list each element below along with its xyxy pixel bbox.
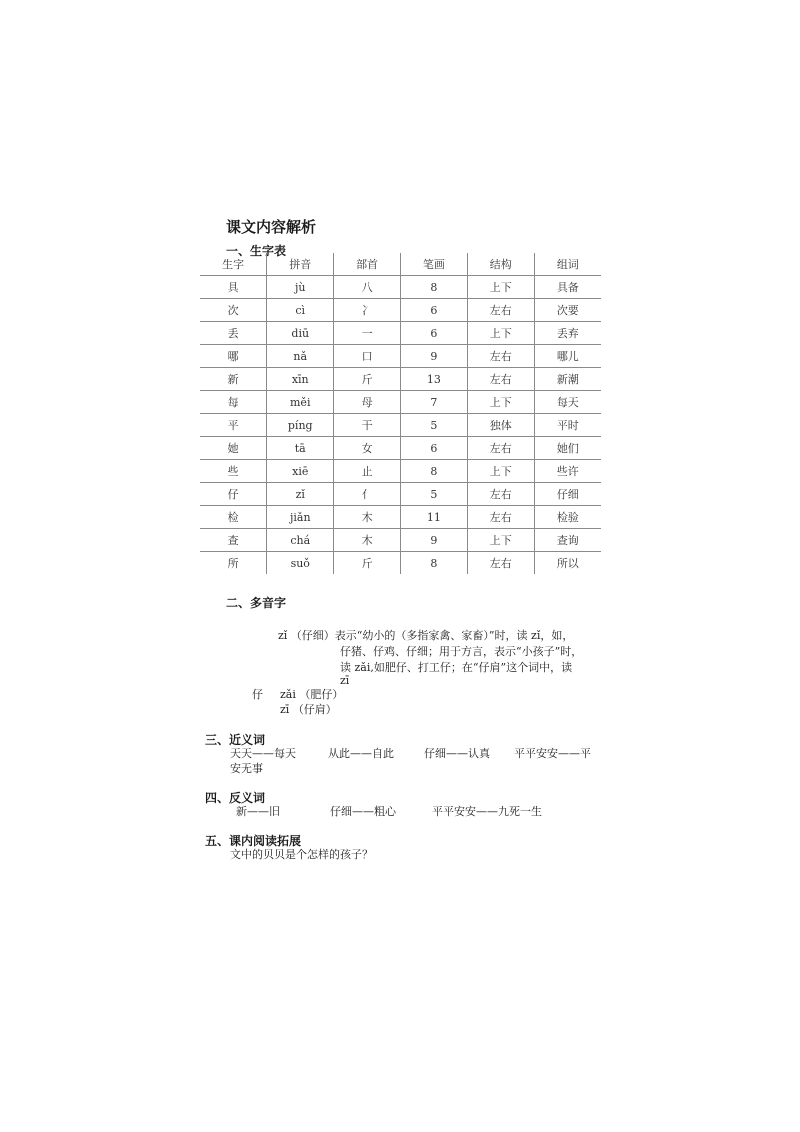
table-row: [200, 368, 601, 391]
section-heading-synonyms: 三、近义词: [205, 733, 266, 747]
table-cell: 八: [334, 276, 401, 299]
column-header: 拼音: [267, 253, 334, 276]
table-cell: 7: [400, 391, 467, 414]
polyphonic-explanation-line: zǐ （仔细）表示“幼小的（多指家禽、家畜）”时，读 zǐ，如，: [278, 629, 574, 642]
table-cell: nǎ: [267, 345, 334, 368]
table-cell: 丢弃: [534, 322, 601, 345]
table-cell: 左右: [467, 345, 534, 368]
table-cell: cì: [267, 299, 334, 322]
table-cell: jiǎn: [267, 506, 334, 529]
table-cell: 左右: [467, 437, 534, 460]
table-row: [200, 506, 601, 529]
table-cell: 木: [334, 506, 401, 529]
table-cell: 女: [334, 437, 401, 460]
table-cell: 母: [334, 391, 401, 414]
table-header-row: [200, 253, 601, 276]
column-header: 部首: [334, 253, 401, 276]
table-cell: 斤: [334, 368, 401, 391]
table-cell: xiē: [267, 460, 334, 483]
table-row: [200, 414, 601, 437]
table-cell: 检验: [534, 506, 601, 529]
table-cell: 新: [200, 368, 267, 391]
page-title: 课文内容解析: [226, 218, 317, 236]
section-heading-polyphonic: 二、多音字: [226, 596, 287, 610]
table-cell: 木: [334, 529, 401, 552]
antonym-pair: 新——旧: [236, 805, 280, 818]
polyphonic-reading: zǎi （肥仔）: [280, 688, 344, 701]
table-cell: 亻: [334, 483, 401, 506]
synonym-pair: 天天——每天: [230, 747, 296, 760]
table-cell: 平时: [534, 414, 601, 437]
table-cell: 9: [400, 345, 467, 368]
table-cell: 检: [200, 506, 267, 529]
table-cell: 6: [400, 299, 467, 322]
synonym-pair-wrap: 安无事: [230, 762, 263, 775]
table-cell: 上下: [467, 322, 534, 345]
table-cell: měi: [267, 391, 334, 414]
table-cell: 上下: [467, 529, 534, 552]
table-cell: 上下: [467, 391, 534, 414]
table-cell: 她: [200, 437, 267, 460]
table-cell: 左右: [467, 299, 534, 322]
section-heading-reading-extension: 五、课内阅读拓展: [205, 834, 302, 848]
table-cell: xīn: [267, 368, 334, 391]
table-cell: 左右: [467, 552, 534, 575]
table-cell: 哪: [200, 345, 267, 368]
table-row: [200, 322, 601, 345]
table-row: [200, 391, 601, 414]
table-cell: 平: [200, 414, 267, 437]
synonym-pair: 从此——自此: [328, 747, 394, 760]
table-cell: jù: [267, 276, 334, 299]
polyphonic-explanation-line: zī: [340, 674, 350, 687]
table-cell: 上下: [467, 460, 534, 483]
polyphonic-explanation-line: 读 zǎi,如肥仔、打工仔；在“仔肩”这个词中，读: [340, 661, 573, 674]
table-cell: 所: [200, 552, 267, 575]
table-cell: 次: [200, 299, 267, 322]
table-row: [200, 437, 601, 460]
table-cell: 一: [334, 322, 401, 345]
table-cell: 6: [400, 437, 467, 460]
table-cell: 左右: [467, 483, 534, 506]
table-cell: 丢: [200, 322, 267, 345]
table-row: [200, 483, 601, 506]
table-cell: 11: [400, 506, 467, 529]
table-cell: 次要: [534, 299, 601, 322]
table-cell: 每天: [534, 391, 601, 414]
table-cell: 哪儿: [534, 345, 601, 368]
table-cell: 些: [200, 460, 267, 483]
table-cell: 口: [334, 345, 401, 368]
table-cell: 些许: [534, 460, 601, 483]
table-cell: 具: [200, 276, 267, 299]
table-cell: 仔: [200, 483, 267, 506]
table-cell: 独体: [467, 414, 534, 437]
synonym-pair: 仔细——认真: [424, 747, 490, 760]
table-cell: 8: [400, 552, 467, 575]
table-cell: 具备: [534, 276, 601, 299]
column-header: 生字: [200, 253, 267, 276]
polyphonic-character: 仔: [252, 688, 263, 701]
table-cell: 上下: [467, 276, 534, 299]
table-cell: 新潮: [534, 368, 601, 391]
table-cell: píng: [267, 414, 334, 437]
column-header: 笔画: [400, 253, 467, 276]
table-row: [200, 460, 601, 483]
vocab-table: [200, 253, 601, 574]
table-cell: 她们: [534, 437, 601, 460]
table-row: [200, 529, 601, 552]
table-cell: suǒ: [267, 552, 334, 575]
table-cell: chá: [267, 529, 334, 552]
table-cell: 5: [400, 483, 467, 506]
synonym-pair: 平平安安——平: [514, 747, 591, 760]
table-cell: zǐ: [267, 483, 334, 506]
table-cell: 5: [400, 414, 467, 437]
table-cell: 查询: [534, 529, 601, 552]
table-cell: 8: [400, 460, 467, 483]
table-cell: 8: [400, 276, 467, 299]
table-row: [200, 276, 601, 299]
column-header: 结构: [467, 253, 534, 276]
table-row: [200, 299, 601, 322]
section-heading-antonyms: 四、反义词: [205, 791, 266, 805]
section-heading-vocab-table: 一、生字表: [226, 244, 287, 258]
polyphonic-reading: zī （仔肩）: [280, 703, 337, 716]
antonym-pair: 平平安安——九死一生: [432, 805, 542, 818]
table-cell: 干: [334, 414, 401, 437]
table-cell: 6: [400, 322, 467, 345]
table-cell: 止: [334, 460, 401, 483]
table-cell: 左右: [467, 368, 534, 391]
table-cell: 斤: [334, 552, 401, 575]
table-cell: 所以: [534, 552, 601, 575]
table-cell: 9: [400, 529, 467, 552]
table-cell: 13: [400, 368, 467, 391]
antonym-pair: 仔细——粗心: [330, 805, 396, 818]
table-cell: 查: [200, 529, 267, 552]
table-cell: 仔细: [534, 483, 601, 506]
reading-question: 文中的贝贝是个怎样的孩子？: [230, 848, 373, 861]
table-cell: 每: [200, 391, 267, 414]
table-cell: 冫: [334, 299, 401, 322]
table-row: [200, 345, 601, 368]
table-cell: diū: [267, 322, 334, 345]
table-cell: 左右: [467, 506, 534, 529]
column-header: 组词: [534, 253, 601, 276]
polyphonic-explanation-line: 仔猪、仔鸡、仔细；用于方言，表示“小孩子”时，: [340, 645, 583, 658]
table-cell: tā: [267, 437, 334, 460]
table-row: [200, 552, 601, 575]
